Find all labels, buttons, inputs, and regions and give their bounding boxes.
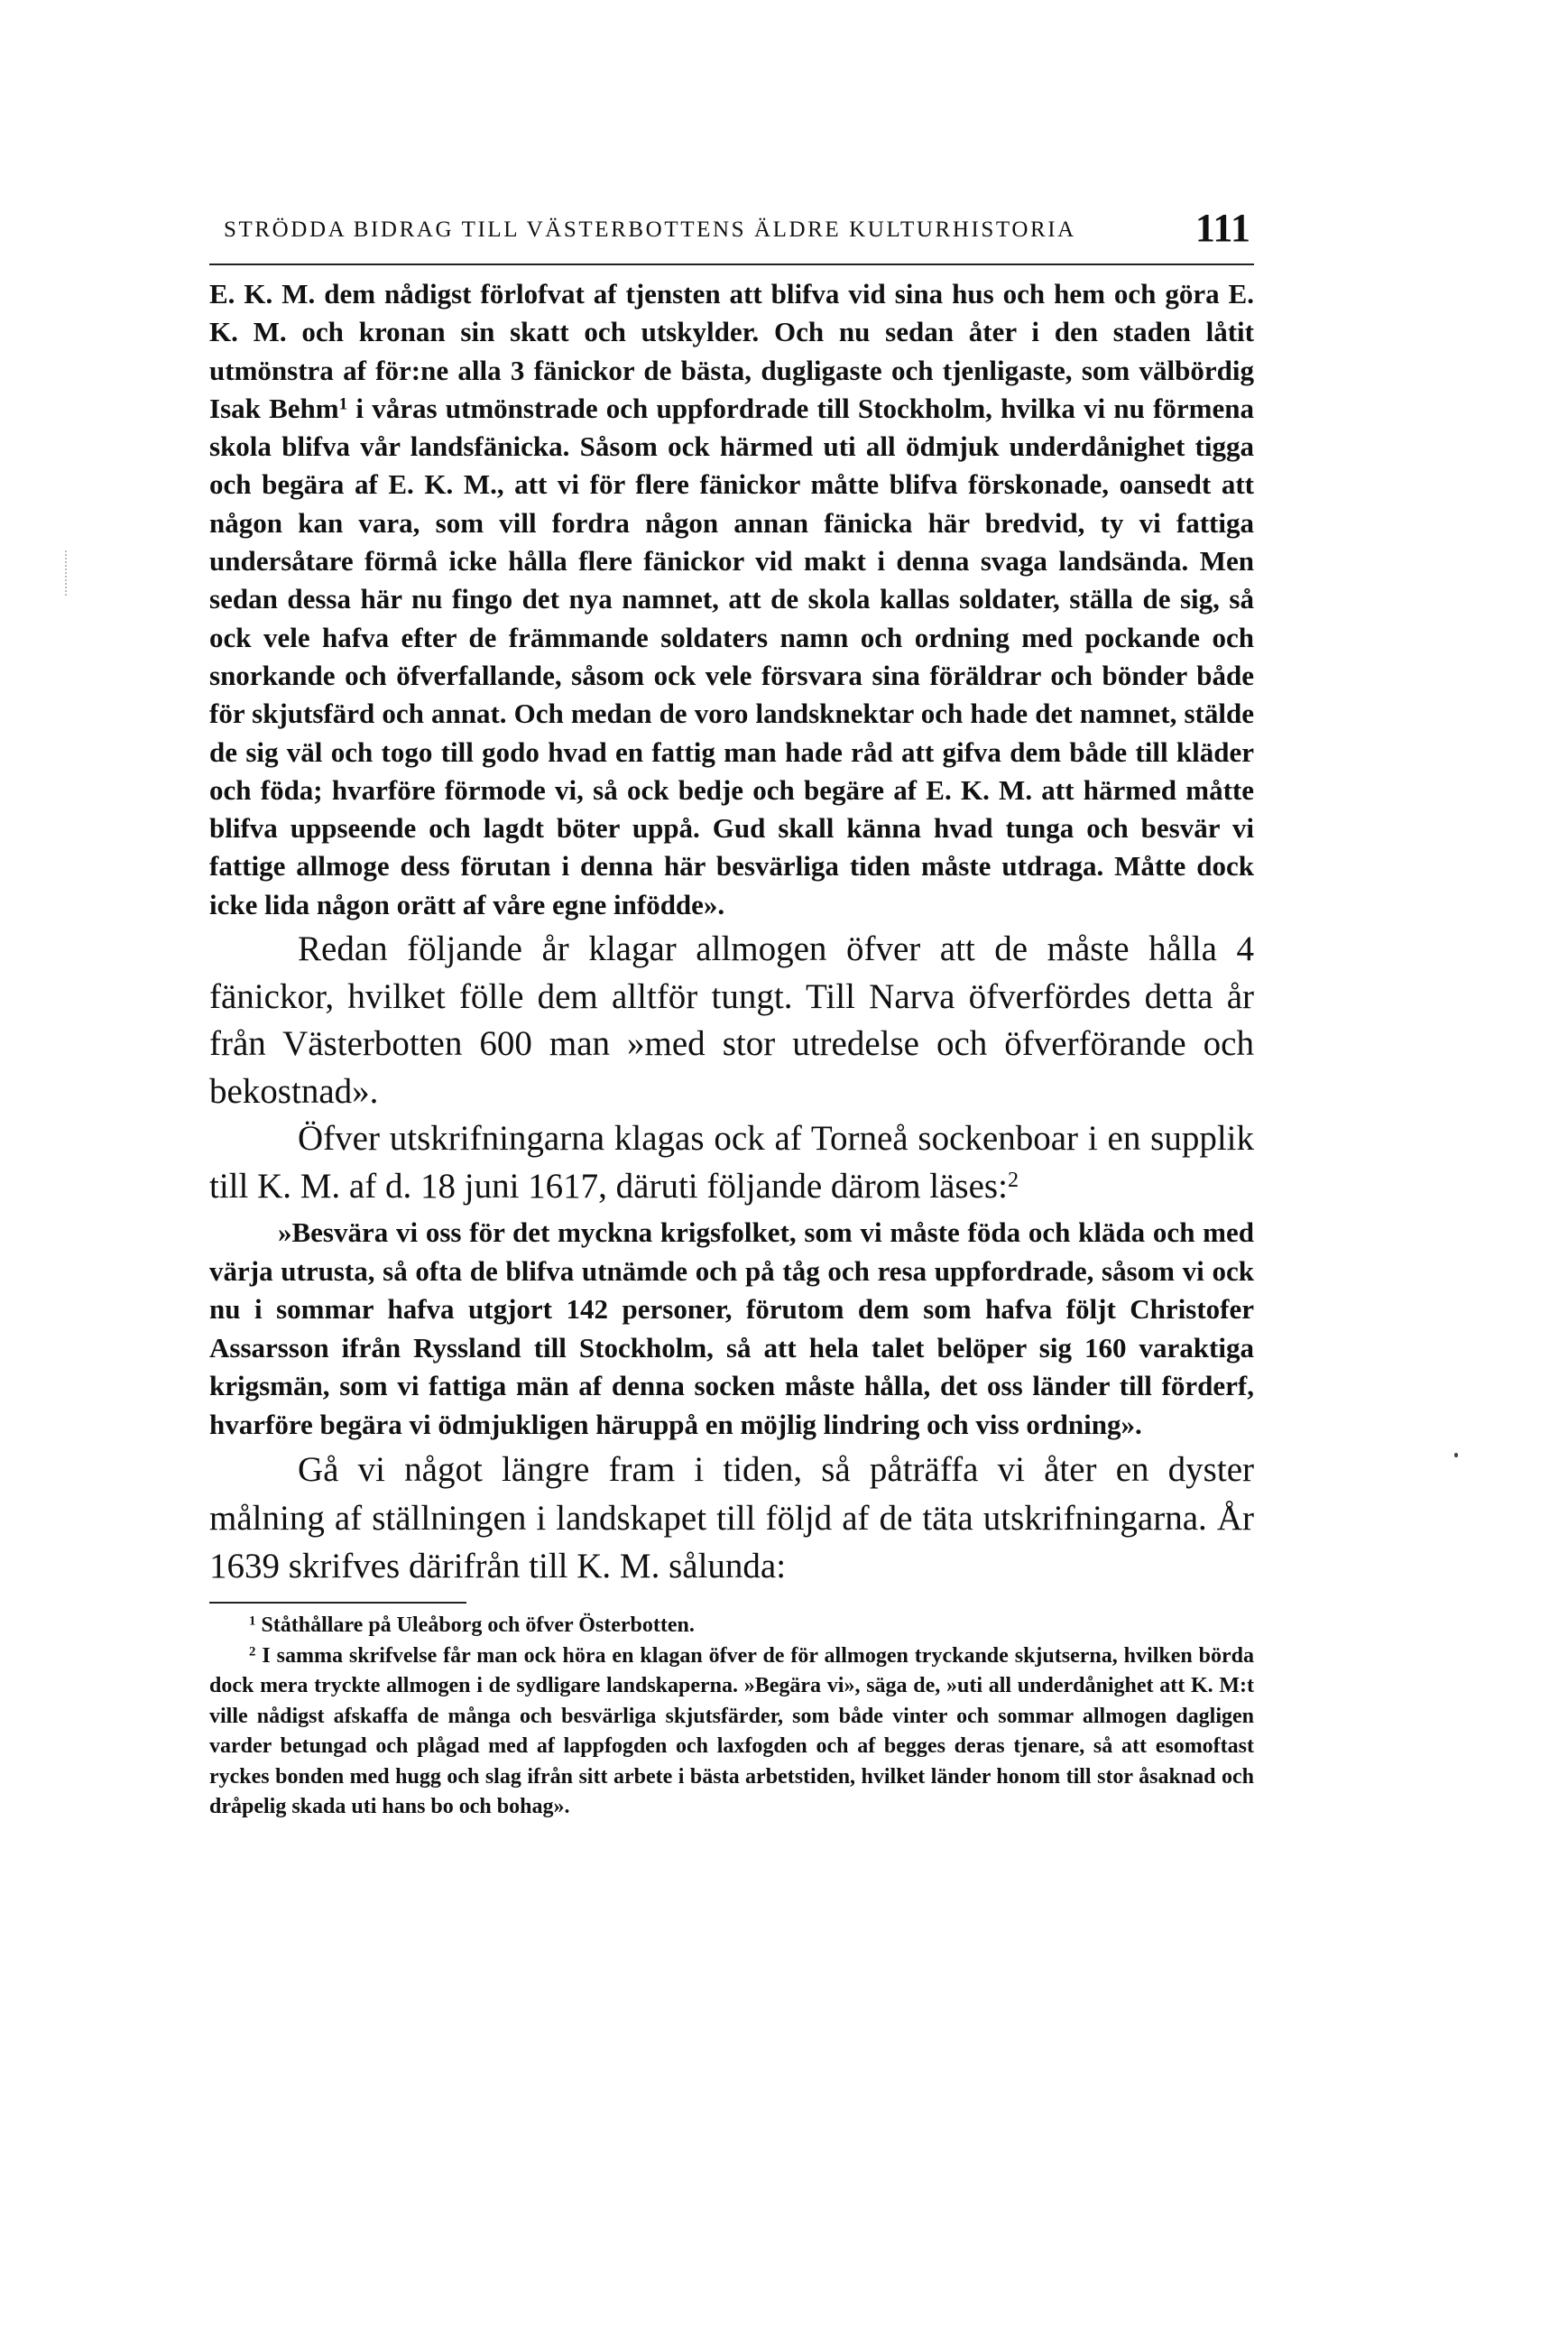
quote-text: »Besvära vi oss för det myckna krigsfolket, som vi måste föda och kläda och med värja utrusta, så ofta de blifva utnämde och på tåg och resa uppfordrade, såsom vi ock nu i sommar hafva utgjort 142 personer, förutom dem som hafva följt Christofer Assarsson ifrån Ryssland till Stockholm, så att hela talet belöper sig 160 varaktiga krigsmän, som vi fattiga män af denna socken måste hålla, det oss länder till förderf, hvarföre begära vi ödmjukligen häruppå en möjlig lindring och viss ordning».: [209, 1216, 1254, 1440]
margin-mark: [65, 550, 69, 596]
footnote-2: $^2$ I samma skrifvelse får man ock höra en klagan öfver de för allmogen tryckande skjutserna, hvilken börda dock mera tryckte allmogen i de sydligare landskaperna. »Begära vi», säga de, »uti all underdånighet att K. M:t ville nådigst afskaffa de många och besvärliga skjutsfärder, som både vinter och sommar allmogen dagligen varder betungad och plågad med af lappfogden och laxfogden och af begges deras tjenare, så att esomoftast ryckes bonden med hugg och slag ifrån sitt arbete i bästa arbetstiden, hvilket länder honom till stor åsaknad och dråpelig skada uti hans bo och bohag».: [209, 1643, 1254, 1818]
paragraph: Redan följande år klagar allmogen öfver att de måste hålla 4 fänickor, hvilket fölle dem alltför tungt. Till Narva öfverfördes detta år från Västerbotten 600 man »med stor utredelse och öfverförande och bekostnad».: [209, 929, 1254, 1111]
header-rule: [209, 263, 1254, 265]
block-quote: [209, 1214, 1254, 1444]
petition-text: [209, 275, 1254, 924]
paragraph: Öfver utskrifningarna klagas ock af Torneå sockenboar i en supplik till K. M. af d. 18 juni 1617, däruti följande därom läses:$^2$: [209, 1119, 1254, 1206]
paragraph: E. K. M. dem nådigst förlofvat af tjensten att blifva vid sina hus och hem och göra E. K. M. och kronan sin skatt och utskylder. Och nu sedan åter i den staden låtit utmönstra af för:ne alla 3 fänickor de bästa, dugligaste och tjenligaste, som välbördig Isak Behm$^1$ i våras utmönstrade och uppfordrade till Stockholm, hvilka vi nu förmena skola blifva vår landsfänicka. Såsom ock härmed uti all ödmjuk underdånighet tigga och begära af E. K. M., att vi för flere fänickor måtte blifva förskonade, oansedt att någon kan vara, som vill fordra någon annan fänicka här bredvid, ty vi fattiga undersåtare förmå icke hålla flere fänickor vid makt i denna svaga landsända. Men sedan dessa här nu fingo det nya namnet, att de skola kallas soldater, ställa de sig, så ock vele hafva efter de främmande soldaters namn och ordning med pockande och snorkande och öfverfallande, såsom ock vele försvara sina föräldrar och bönder både för skjutsfärd och annat. Och medan de voro landsknektar och hade det namnet, stälde de sig väl och togo till godo hvad en fattig man hade råd att gifva dem både till kläder och föda; hvarföre förmode vi, så ock bedje och begäre af E. K. M. att härmed måtte blifva uppseende och lagdt böter uppå. Gud skall känna hvad tunga och besvär vi fattige allmoge dess förutan i denna här besvärliga tiden måste utdraga. Måtte dock icke lida någon orätt af våre egne infödde».: [209, 278, 1254, 920]
page-number: 111: [1194, 206, 1250, 250]
page-header: [209, 206, 1256, 259]
footnote-1: $^1$ Ståthållare på Uleåborg och öfver Österbotten.: [249, 1613, 695, 1637]
running-head: STRÖDDA BIDRAG TILL VÄSTERBOTTENS ÄLDRE KULTURHISTORIA: [224, 217, 1076, 242]
body-text: [209, 926, 1254, 1210]
paragraph: Gå vi något längre fram i tiden, så påträffa vi åter en dyster målning af ställningen i landskapet till följd af de täta utskrifningarna. År 1639 skrifves därifrån till K. M. sålunda:: [209, 1450, 1254, 1586]
body-text-continued: [209, 1446, 1254, 1591]
footnotes: [209, 1607, 1254, 1823]
footnote-rule: [209, 1602, 466, 1604]
print-speck: [1454, 1453, 1458, 1457]
